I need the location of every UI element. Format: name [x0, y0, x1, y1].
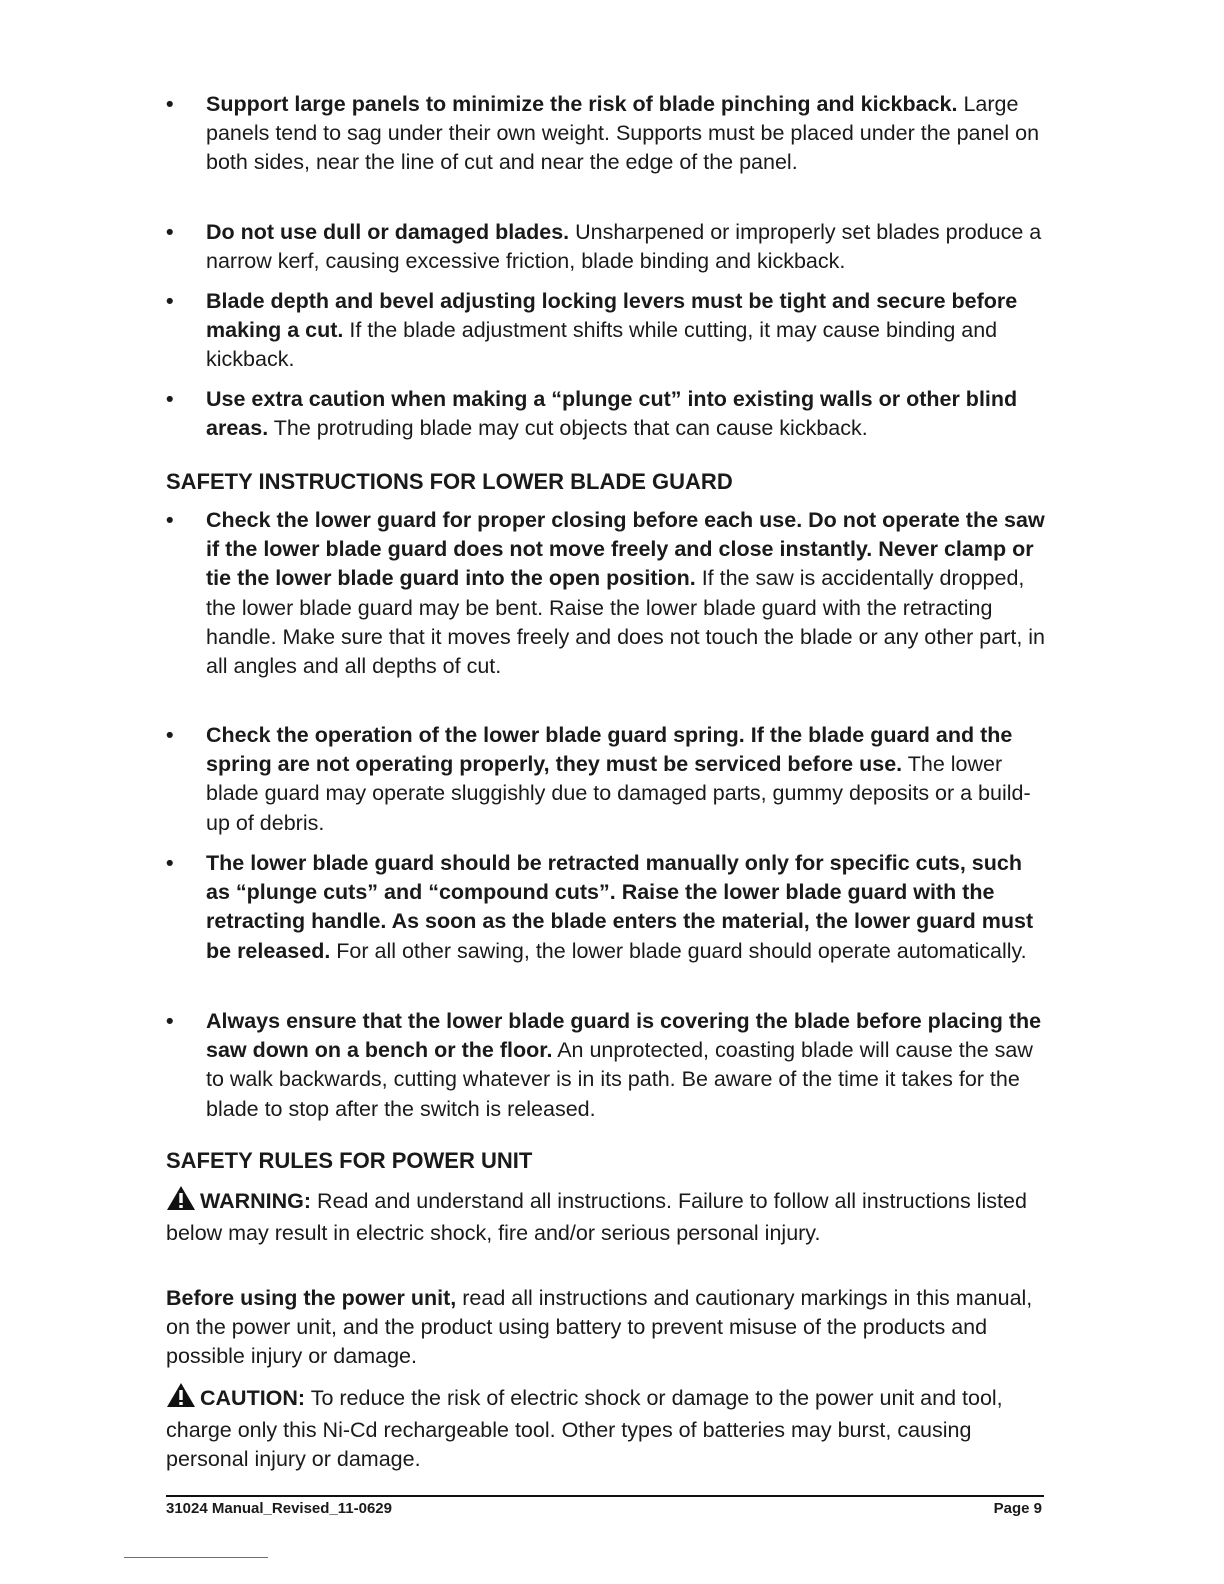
- bullet-bold: Use extra caution when making a “plunge cut” into existing walls or other blind areas.: [206, 387, 1018, 441]
- warning-triangle-icon: [166, 1185, 196, 1219]
- bullet-text: The protruding blade may cut objects that can cause kickback.: [268, 416, 868, 441]
- caution-text: To reduce the risk of electric shock or damage to the power unit and tool, charge only this Ni-Cd rechargeable tool. Other types of batteries may burst, causing personal injury or damage.: [166, 1386, 1003, 1472]
- bullet-bold: Always ensure that the lower blade guard is covering the blade before placing the saw down on a bench or the floor.: [206, 1009, 1042, 1063]
- bullet-icon: •: [166, 508, 174, 532]
- bullet-icon: •: [166, 220, 174, 244]
- section-heading-lower-guard: SAFETY INSTRUCTIONS FOR LOWER BLADE GUARD: [166, 469, 733, 494]
- list-item: [166, 218, 1046, 276]
- bullet-text: Large panels tend to sag under their own weight. Supports must be placed under the panel on both sides, near the line of cut and near the edge of the panel.: [206, 92, 1040, 175]
- caution-label: CAUTION:: [200, 1386, 306, 1410]
- bullet-text: An unprotected, coasting blade will cause the saw to walk backwards, cutting whatever is in its path. Be aware of the time it takes for the blade to stop after the switch is released.: [206, 1038, 1033, 1121]
- footer-divider: [166, 1495, 1044, 1497]
- bullet-icon: •: [166, 289, 174, 313]
- bullet-text: Unsharpened or improperly set blades produce a narrow kerf, causing excessive friction, blade binding and kickback.: [206, 220, 1042, 274]
- bullet-icon: •: [166, 723, 174, 747]
- bullet-text: For all other sawing, the lower blade guard should operate automatically.: [330, 938, 1027, 963]
- section-heading-power-unit: SAFETY RULES FOR POWER UNIT: [166, 1148, 533, 1173]
- bullet-text: If the saw is accidentally dropped, the lower blade guard may be bent. Raise the lower blade guard with the retracting handle. Make sure that it moves freely and does not touch the blade or any other part, in all angles and all depths of cut.: [206, 566, 1046, 679]
- list-item: [166, 721, 1046, 838]
- footer-document-id: 31024 Manual_Revised_11-0629: [166, 1500, 392, 1517]
- bullet-bold: Do not use dull or damaged blades.: [206, 220, 570, 244]
- warning-triangle-icon: [166, 1382, 196, 1416]
- bullet-text: If the blade adjustment shifts while cutting, it may cause binding and kickback.: [206, 318, 998, 372]
- warning-label: WARNING:: [200, 1189, 312, 1213]
- before-using-bold: Before using the power unit,: [166, 1286, 457, 1310]
- list-item: [166, 385, 1046, 443]
- warning-paragraph: [166, 1185, 1046, 1248]
- before-using-paragraph: [166, 1284, 1046, 1372]
- warning-text: Read and understand all instructions. Failure to follow all instructions listed below may result in electric shock, fire and/or serious personal injury.: [166, 1189, 1027, 1246]
- bullet-icon: •: [166, 851, 174, 875]
- bullet-icon: •: [166, 387, 174, 411]
- list-item: [166, 90, 1046, 178]
- bullet-bold: Check the lower guard for proper closing before each use. Do not operate the saw if the lower blade guard does not move freely and close instantly. Never clamp or tie the lower blade guard into the open position.: [206, 508, 1045, 591]
- bullet-bold: Check the operation of the lower blade guard spring. If the blade guard and the spring are not operating properly, they must be serviced before use.: [206, 723, 1013, 777]
- list-item: [166, 287, 1046, 375]
- bullet-bold: The lower blade guard should be retracted manually only for specific cuts, such as “plunge cuts” and “compound cuts”. Raise the lower blade guard with the retracting handle. As soon as the blade enters the material, the lower guard must be released.: [206, 851, 1034, 963]
- footer-page-number: Page 9: [993, 1500, 1042, 1517]
- bullet-icon: •: [166, 1009, 174, 1033]
- before-using-text: read all instructions and cautionary markings in this manual, on the power unit, and the product using battery to prevent misuse of the products and possible injury or damage.: [166, 1286, 1033, 1369]
- list-item: [166, 849, 1046, 966]
- bullet-bold: Support large panels to minimize the risk of blade pinching and kickback.: [206, 92, 958, 116]
- page-edge-line: [124, 1557, 268, 1558]
- caution-paragraph: [166, 1382, 1046, 1475]
- bullet-bold: Blade depth and bevel adjusting locking levers must be tight and secure before making a cut.: [206, 289, 1018, 343]
- bullet-icon: •: [166, 92, 174, 116]
- bullet-text: The lower blade guard may operate sluggishly due to damaged parts, gummy deposits or a build-up of debris.: [206, 752, 1031, 835]
- list-item: [166, 1007, 1046, 1124]
- list-item: [166, 506, 1046, 681]
